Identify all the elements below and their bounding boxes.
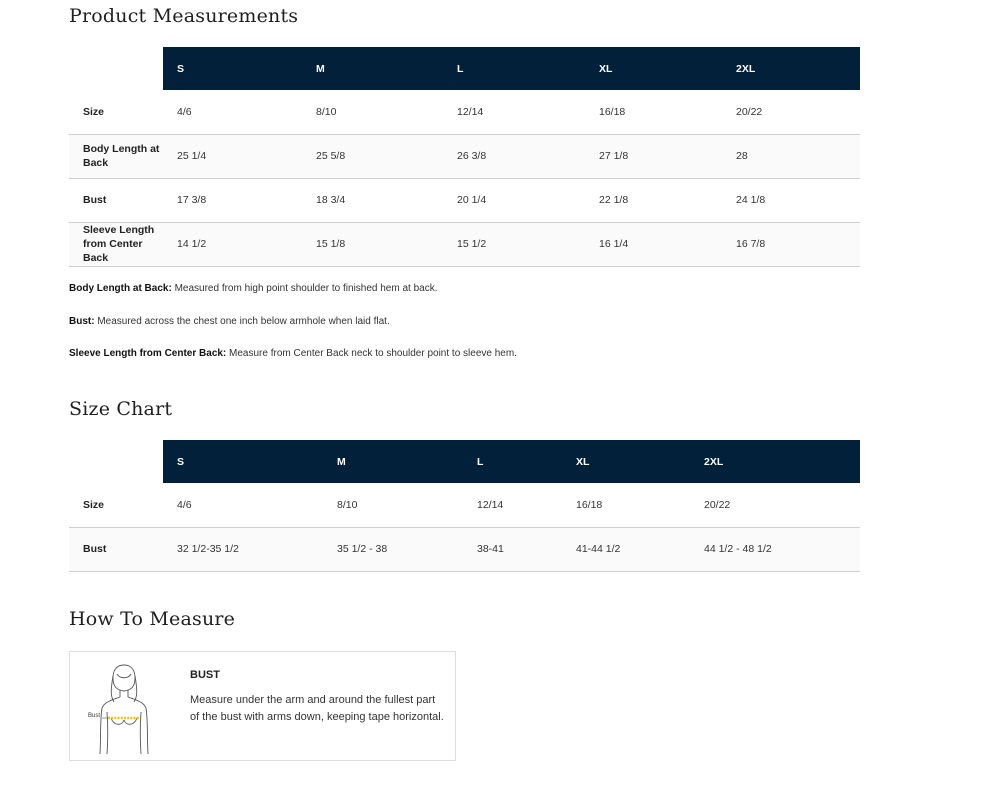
note-body-length bbox=[69, 283, 438, 294]
size-chart-title: Size Chart bbox=[69, 398, 173, 420]
table-cell: 18 3/4 bbox=[302, 178, 443, 222]
table-cell: 17 3/8 bbox=[163, 178, 302, 222]
header-corner-cell bbox=[69, 47, 163, 90]
table-row bbox=[69, 178, 860, 222]
table-cell: 16/18 bbox=[562, 483, 690, 527]
table-cell: 35 1/2 - 38 bbox=[323, 527, 463, 571]
table-cell: 4/6 bbox=[163, 90, 302, 134]
table-cell: 28 bbox=[722, 134, 860, 178]
table-cell: 20/22 bbox=[722, 90, 860, 134]
column-header: M bbox=[323, 440, 463, 483]
column-header: L bbox=[443, 47, 585, 90]
table-cell: 25 1/4 bbox=[163, 134, 302, 178]
table-cell: 38-41 bbox=[463, 527, 562, 571]
table-cell: 24 1/8 bbox=[722, 178, 860, 222]
table-cell: 12/14 bbox=[443, 90, 585, 134]
table-row bbox=[69, 90, 860, 134]
table-cell: 22 1/8 bbox=[585, 178, 722, 222]
table-header-row bbox=[69, 440, 860, 483]
table-cell: 15 1/8 bbox=[302, 222, 443, 266]
row-label: Sleeve Length from Center Back bbox=[69, 222, 163, 266]
how-to-measure-title: How To Measure bbox=[69, 608, 236, 630]
table-cell: 25 5/8 bbox=[302, 134, 443, 178]
note-bust bbox=[69, 316, 390, 327]
note-term: Bust: bbox=[69, 316, 95, 327]
note-term: Body Length at Back: bbox=[69, 283, 172, 294]
column-header: S bbox=[163, 47, 302, 90]
column-header: 2XL bbox=[690, 440, 860, 483]
size-chart-table bbox=[69, 440, 860, 572]
woman-figure-icon bbox=[86, 660, 166, 754]
column-header: S bbox=[163, 440, 323, 483]
note-term: Sleeve Length from Center Back: bbox=[69, 348, 227, 359]
table-cell: 16/18 bbox=[585, 90, 722, 134]
measure-heading: BUST bbox=[190, 669, 220, 681]
row-label: Bust bbox=[69, 527, 163, 571]
table-cell: 20 1/4 bbox=[443, 178, 585, 222]
table-cell: 15 1/2 bbox=[443, 222, 585, 266]
table-cell: 20/22 bbox=[690, 483, 860, 527]
table-row bbox=[69, 483, 860, 527]
table-cell: 12/14 bbox=[463, 483, 562, 527]
table-cell: 8/10 bbox=[323, 483, 463, 527]
column-header: M bbox=[302, 47, 443, 90]
measure-instructions: Measure under the arm and around the fullest part of the bust with arms down, keeping tape horizontal. bbox=[190, 694, 444, 723]
table-header-row bbox=[69, 47, 860, 90]
note-text: Measured across the chest one inch below armhole when laid flat. bbox=[94, 316, 390, 327]
table-cell: 32 1/2-35 1/2 bbox=[163, 527, 323, 571]
header-corner-cell bbox=[69, 440, 163, 483]
row-label: Size bbox=[69, 90, 163, 134]
table-cell: 27 1/8 bbox=[585, 134, 722, 178]
table-cell: 16 7/8 bbox=[722, 222, 860, 266]
column-header: XL bbox=[562, 440, 690, 483]
bust-figure bbox=[86, 660, 166, 754]
column-header: 2XL bbox=[722, 47, 860, 90]
row-label: Size bbox=[69, 483, 163, 527]
product-measurements-table bbox=[69, 47, 860, 267]
product-measurements-title: Product Measurements bbox=[69, 5, 299, 27]
bust-measure-card bbox=[69, 651, 456, 761]
table-row bbox=[69, 527, 860, 571]
table-cell: 41-44 1/2 bbox=[562, 527, 690, 571]
table-cell: 16 1/4 bbox=[585, 222, 722, 266]
table-cell: 26 3/8 bbox=[443, 134, 585, 178]
column-header: L bbox=[463, 440, 562, 483]
row-label: Body Length at Back bbox=[69, 134, 163, 178]
table-cell: 8/10 bbox=[302, 90, 443, 134]
table-row bbox=[69, 134, 860, 178]
note-text: Measured from high point shoulder to finished hem at back. bbox=[171, 283, 438, 294]
bust-figure-label: Bust bbox=[88, 713, 101, 719]
note-sleeve-length bbox=[69, 348, 517, 359]
table-cell: 44 1/2 - 48 1/2 bbox=[690, 527, 860, 571]
note-text: Measure from Center Back neck to shoulder point to sleeve hem. bbox=[226, 348, 517, 359]
column-header: XL bbox=[585, 47, 722, 90]
table-row bbox=[69, 222, 860, 266]
table-cell: 4/6 bbox=[163, 483, 323, 527]
row-label: Bust bbox=[69, 178, 163, 222]
table-cell: 14 1/2 bbox=[163, 222, 302, 266]
